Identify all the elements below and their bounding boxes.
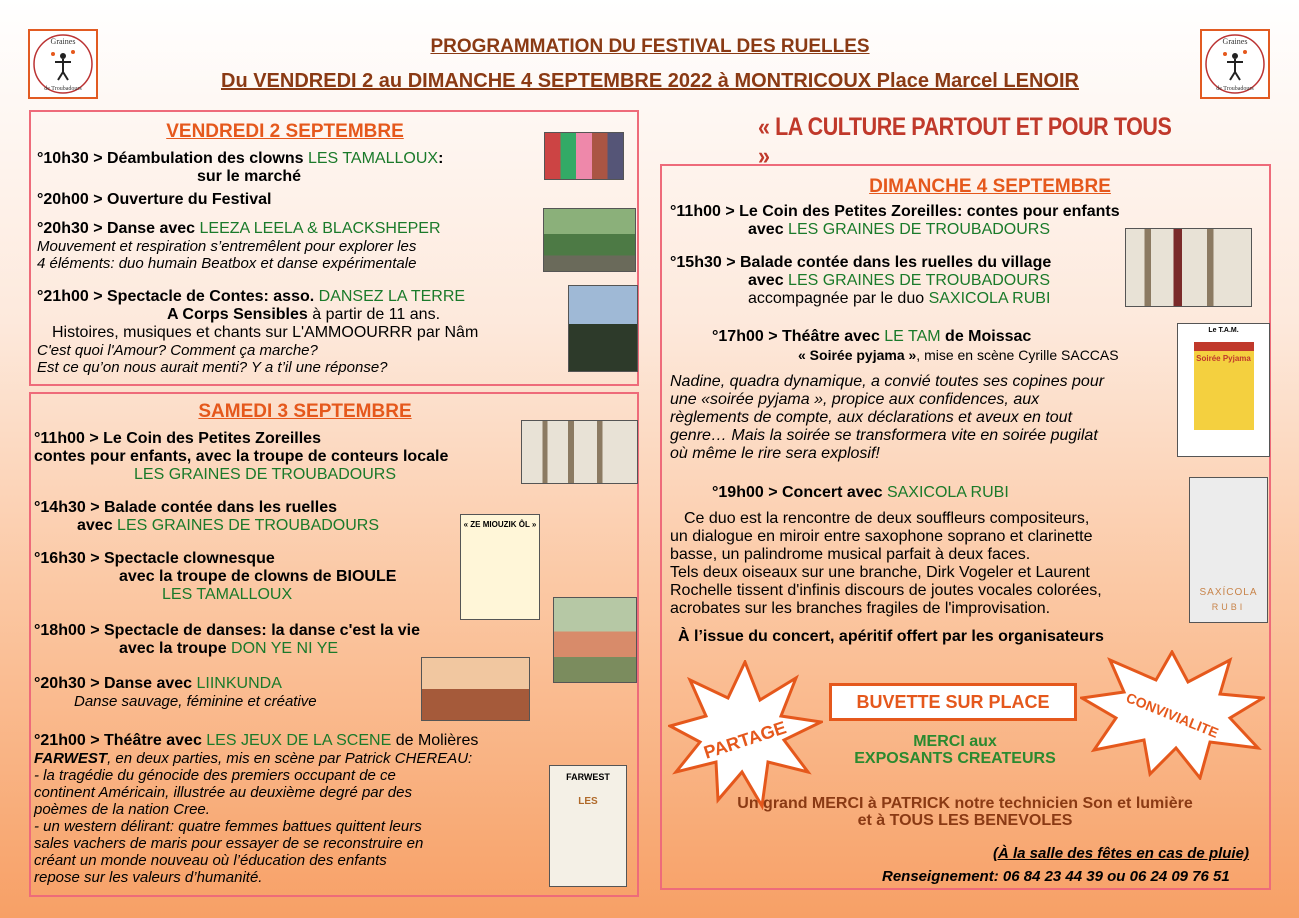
troubadours-photo: [521, 420, 638, 484]
saturday-event-6: °21h00 > Théâtre avec LES JEUX DE LA SCENE de Molières FARWEST, en deux parties, mis en scène par Patrick CHEREAU: - la tragédie du génocide des premiers occupant de ce continent Américain, illustrée au deuxième degré par des poèmes de la nation Cree. - un western délirant: quatre femmes battues quittent leurs sales vachers de maris pour essayer de se reconstruire en créant un monde nouveau où l’éducation des enfants repose sur les valeurs d’humanité.: [34, 732, 479, 886]
troubadours-sunday-photo: [1125, 228, 1252, 307]
saturday-event-5: °20h30 > Danse avec LIINKUNDA Danse sauvage, féminine et créative: [34, 675, 317, 710]
partage-star: [668, 660, 823, 810]
juggler-logo-icon: [31, 32, 95, 96]
danses-photo: [553, 597, 637, 683]
contact-line: Renseignement: 06 84 23 44 39 ou 06 24 09 76 51: [882, 868, 1230, 885]
liinkunda-photo: [421, 657, 530, 721]
ze-miouzik-poster: « ZE MIOUZIK ÔL »: [460, 514, 540, 620]
buvette-banner: BUVETTE SUR PLACE: [829, 683, 1077, 721]
saturday-event-1: °11h00 > Le Coin des Petites Zoreilles contes pour enfants, avec la troupe de conteurs locale LES GRAINES DE TROUBADOURS: [34, 430, 449, 483]
sunday-event-3: °17h00 > Théâtre avec LE TAM de Moissac « Soirée pyjama », mise en scène Cyrille SACCAS: [712, 328, 1119, 363]
sunday-event-4: °19h00 > Concert avec SAXICOLA RUBI: [712, 484, 1009, 501]
friday-event-1: °10h30 > Déambulation des clowns LES TAMALLOUX: sur le marché: [37, 150, 444, 185]
saturday-event-4: °18h00 > Spectacle de danses: la danse c'est la vie avec la troupe DON YE NI YE: [34, 622, 420, 657]
friday-event-4: °21h00 > Spectacle de Contes: asso. DANSEZ LA TERRE A Corps Sensibles à partir de 11 ans. Histoires, musiques et chants sur L'AMMOOURRR par Nâm C'est quoi l'Amour? Comment ça marche? Est ce qu’on nous aurait menti? Y a t’il une réponse?: [37, 288, 479, 376]
farwest-poster: FARWEST LES: [549, 765, 627, 887]
festival-logo-right: [1200, 29, 1270, 99]
svg-text:PARTAGE: PARTAGE: [701, 717, 789, 763]
page-subtitle: Du VENDREDI 2 au DIMANCHE 4 SEPTEMBRE 2022 à MONTRICOUX Place Marcel LENOIR: [221, 70, 1079, 92]
aperitif-note: À l’issue du concert, apéritif offert par les organisateurs: [678, 628, 1104, 645]
friday-event-2: °20h00 > Ouverture du Festival: [37, 191, 272, 208]
slogan: « LA CULTURE PARTOUT ET POUR TOUS »: [758, 113, 1172, 170]
thanks-line-2: et à TOUS LES BENEVOLES: [857, 812, 1073, 829]
festival-logo-left: [28, 29, 98, 99]
dance-photo: [543, 208, 636, 272]
saturday-title: SAMEDI 3 SEPTEMBRE: [198, 401, 412, 422]
friday-event-3: °20h30 > Danse avec LEEZA LEELA & BLACKSHEPER Mouvement et respiration s’entremêlent pour explorer les 4 éléments: duo humain Beatbox et danse expérimentale: [37, 220, 441, 272]
svg-text:Graines: Graines: [50, 37, 76, 46]
page-title: PROGRAMMATION DU FESTIVAL DES RUELLES: [430, 36, 870, 57]
juggler-logo-icon: [1203, 32, 1267, 96]
rain-note: (À la salle des fêtes en cas de pluie): [993, 845, 1249, 862]
svg-text:de Troubadours: de Troubadours: [1216, 86, 1254, 92]
soiree-pyjama-poster: Le T.A.M. Soirée Pyjama: [1177, 323, 1270, 457]
sunday-event-1: °11h00 > Le Coin des Petites Zoreilles: contes pour enfants avec LES GRAINES DE TROUBADOURS: [670, 203, 1120, 238]
sunday-title: DIMANCHE 4 SEPTEMBRE: [869, 176, 1111, 197]
saturday-event-3: °16h30 > Spectacle clownesque avec la troupe de clowns de BIOULE LES TAMALLOUX: [34, 550, 397, 603]
sunday-event-2: °15h30 > Balade contée dans les ruelles du village avec LES GRAINES DE TROUBADOURS accompagnée par le duo SAXICOLA RUBI: [670, 254, 1052, 307]
svg-text:CONVIVIALITE: CONVIVIALITE: [1123, 689, 1221, 741]
sunday-event-3-desc: Nadine, quadra dynamique, a convié toutes ses copines pour une «soirée pyjama », propice aux confidences, aux règlements de compte, aux déclarations et aveux en tout genre… Mais la soirée se transformera vite en soirée pugilat où même le rire sera explosif!: [670, 373, 1105, 462]
svg-text:de Troubadours: de Troubadours: [44, 86, 82, 92]
svg-text:Graines: Graines: [1222, 37, 1248, 46]
saturday-event-2: °14h30 > Balade contée dans les ruelles avec LES GRAINES DE TROUBADOURS: [34, 499, 380, 534]
friday-title: VENDREDI 2 SEPTEMBRE: [166, 121, 404, 142]
thanks-line-1: Un grand MERCI à PATRICK notre technicien Son et lumière: [737, 795, 1193, 812]
clowns-photo: [544, 132, 624, 180]
merci-line-1: MERCI aux: [913, 733, 997, 750]
merci-line-2: EXPOSANTS CREATEURS: [854, 750, 1056, 767]
storyteller-photo: [568, 285, 638, 372]
saxicola-rubi-poster: SAXÍCOLA RUBI: [1189, 477, 1268, 623]
sunday-event-4-desc: Ce duo est la rencontre de deux souffleurs compositeurs, un dialogue en miroir entre saxophone soprano et clarinette basse, un palindrome musical parfait à deux faces. Tels deux oiseaux sur une branche, Dirk Vogeler et Laurent Rochelle tissent d'infinis discours de joutes vocales colorées, acrobates sur les branches fragiles de l'improvisation.: [670, 510, 1102, 617]
